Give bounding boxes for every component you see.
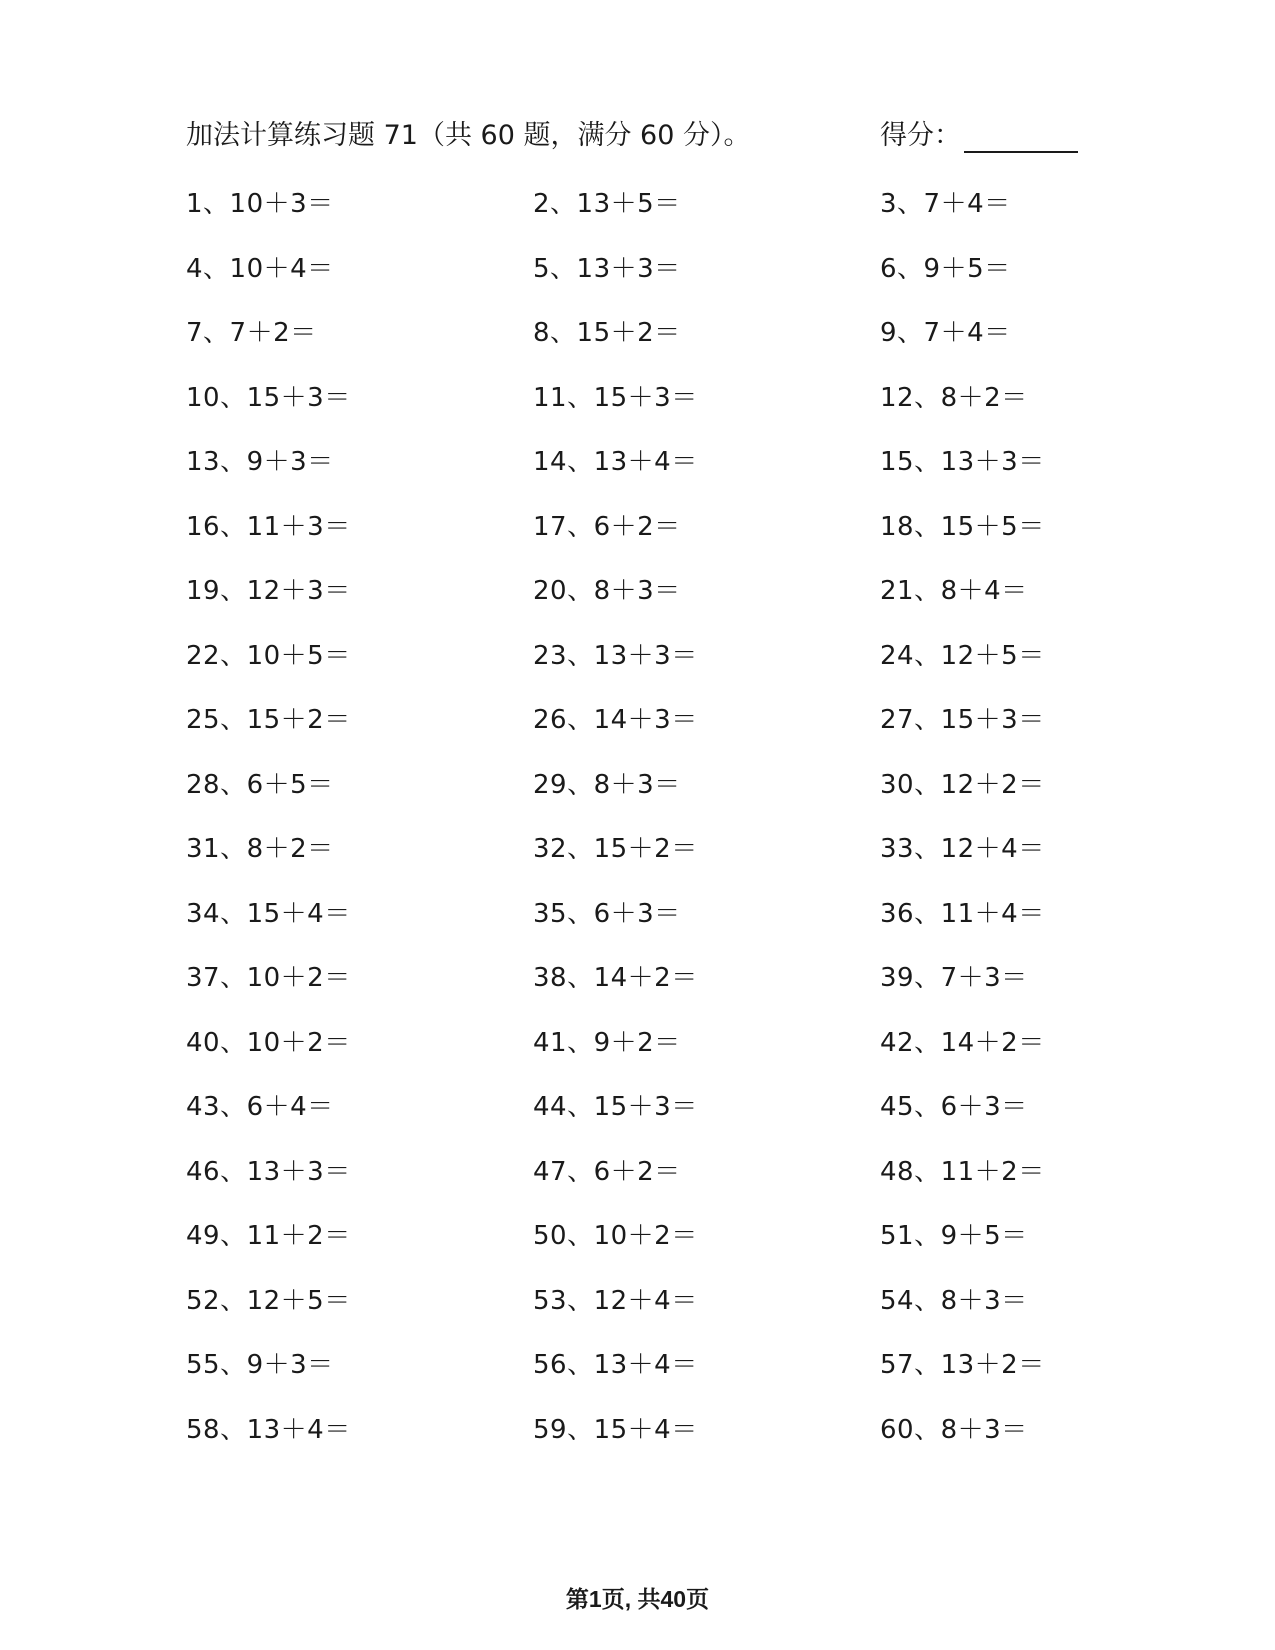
problem-item: 32、15＋2＝ xyxy=(533,834,698,864)
problem-item: 33、12＋4＝ xyxy=(880,834,1045,864)
problem-row xyxy=(186,184,1186,249)
problem-item: 15、13＋3＝ xyxy=(880,447,1045,477)
problem-item: 41、9＋2＝ xyxy=(533,1027,681,1058)
problem-item: 7、7＋2＝ xyxy=(186,318,317,348)
problem-item: 20、8＋3＝ xyxy=(533,576,681,606)
score-label: 得分： xyxy=(880,120,961,151)
problem-row xyxy=(186,894,1186,959)
problem-item: 58、13＋4＝ xyxy=(186,1414,351,1445)
problem-item: 46、13＋3＝ xyxy=(186,1156,351,1187)
problem-row xyxy=(186,313,1186,378)
problem-item: 43、6＋4＝ xyxy=(186,1092,334,1122)
problem-row xyxy=(186,1087,1186,1152)
problem-row xyxy=(186,378,1186,443)
problem-item: 14、13＋4＝ xyxy=(533,447,698,477)
problem-row xyxy=(186,636,1186,701)
problem-item: 22、10＋5＝ xyxy=(186,640,351,671)
problem-item: 2、13＋5＝ xyxy=(533,189,681,219)
problem-item: 38、14＋2＝ xyxy=(533,963,698,993)
problem-item: 5、13＋3＝ xyxy=(533,253,681,284)
problem-row xyxy=(186,571,1186,636)
problem-item: 52、12＋5＝ xyxy=(186,1285,351,1316)
problem-item: 1、10＋3＝ xyxy=(186,189,334,219)
problem-item: 44、15＋3＝ xyxy=(533,1092,698,1122)
problem-item: 40、10＋2＝ xyxy=(186,1027,351,1058)
problem-item: 3、7＋4＝ xyxy=(880,189,1011,219)
problem-item: 53、12＋4＝ xyxy=(533,1285,698,1316)
worksheet-title: 加法计算练习题 71（共 60 题，满分 60 分）。 xyxy=(186,120,751,151)
problem-item: 4、10＋4＝ xyxy=(186,253,334,284)
problem-row xyxy=(186,700,1186,765)
problem-item: 60、8＋3＝ xyxy=(880,1414,1028,1445)
problem-item: 9、7＋4＝ xyxy=(880,318,1011,348)
problem-item: 13、9＋3＝ xyxy=(186,447,334,477)
problem-grid xyxy=(186,184,1186,1474)
problem-row xyxy=(186,1345,1186,1410)
problem-item: 42、14＋2＝ xyxy=(880,1027,1045,1058)
problem-item: 57、13＋2＝ xyxy=(880,1350,1045,1380)
page-footer: 第1页, 共40页 xyxy=(565,1586,710,1612)
problem-item: 21、8＋4＝ xyxy=(880,576,1028,606)
problem-item: 29、8＋3＝ xyxy=(533,769,681,800)
problem-row xyxy=(186,1152,1186,1217)
problem-item: 30、12＋2＝ xyxy=(880,769,1045,800)
problem-row xyxy=(186,829,1186,894)
problem-row xyxy=(186,1410,1186,1475)
problem-item: 37、10＋2＝ xyxy=(186,963,351,993)
problem-item: 11、15＋3＝ xyxy=(533,382,698,413)
problem-item: 10、15＋3＝ xyxy=(186,382,351,413)
problem-item: 23、13＋3＝ xyxy=(533,640,698,671)
problem-item: 49、11＋2＝ xyxy=(186,1221,351,1251)
problem-item: 51、9＋5＝ xyxy=(880,1221,1028,1251)
problem-row xyxy=(186,1023,1186,1088)
problem-row xyxy=(186,1281,1186,1346)
problem-item: 17、6＋2＝ xyxy=(533,511,681,542)
problem-row xyxy=(186,1216,1186,1281)
problem-item: 19、12＋3＝ xyxy=(186,576,351,606)
score-blank-line xyxy=(964,151,1078,153)
problem-item: 45、6＋3＝ xyxy=(880,1092,1028,1122)
problem-item: 16、11＋3＝ xyxy=(186,511,351,542)
problem-item: 59、15＋4＝ xyxy=(533,1414,698,1445)
problem-row xyxy=(186,442,1186,507)
problem-item: 54、8＋3＝ xyxy=(880,1285,1028,1316)
problem-item: 25、15＋2＝ xyxy=(186,705,351,735)
problem-item: 47、6＋2＝ xyxy=(533,1156,681,1187)
problem-item: 48、11＋2＝ xyxy=(880,1156,1045,1187)
problem-item: 28、6＋5＝ xyxy=(186,769,334,800)
problem-row xyxy=(186,958,1186,1023)
problem-item: 31、8＋2＝ xyxy=(186,834,334,864)
worksheet-header xyxy=(186,116,1086,156)
problem-row xyxy=(186,249,1186,314)
problem-item: 27、15＋3＝ xyxy=(880,705,1045,735)
problem-row xyxy=(186,507,1186,572)
problem-item: 50、10＋2＝ xyxy=(533,1221,698,1251)
problem-row xyxy=(186,765,1186,830)
problem-item: 8、15＋2＝ xyxy=(533,318,681,348)
problem-item: 26、14＋3＝ xyxy=(533,705,698,735)
problem-item: 39、7＋3＝ xyxy=(880,963,1028,993)
problem-item: 24、12＋5＝ xyxy=(880,640,1045,671)
problem-item: 55、9＋3＝ xyxy=(186,1350,334,1380)
problem-item: 35、6＋3＝ xyxy=(533,898,681,929)
problem-item: 56、13＋4＝ xyxy=(533,1350,698,1380)
problem-item: 36、11＋4＝ xyxy=(880,898,1045,929)
problem-item: 34、15＋4＝ xyxy=(186,898,351,929)
problem-item: 18、15＋5＝ xyxy=(880,511,1045,542)
problem-item: 6、9＋5＝ xyxy=(880,253,1011,284)
problem-item: 12、8＋2＝ xyxy=(880,382,1028,413)
